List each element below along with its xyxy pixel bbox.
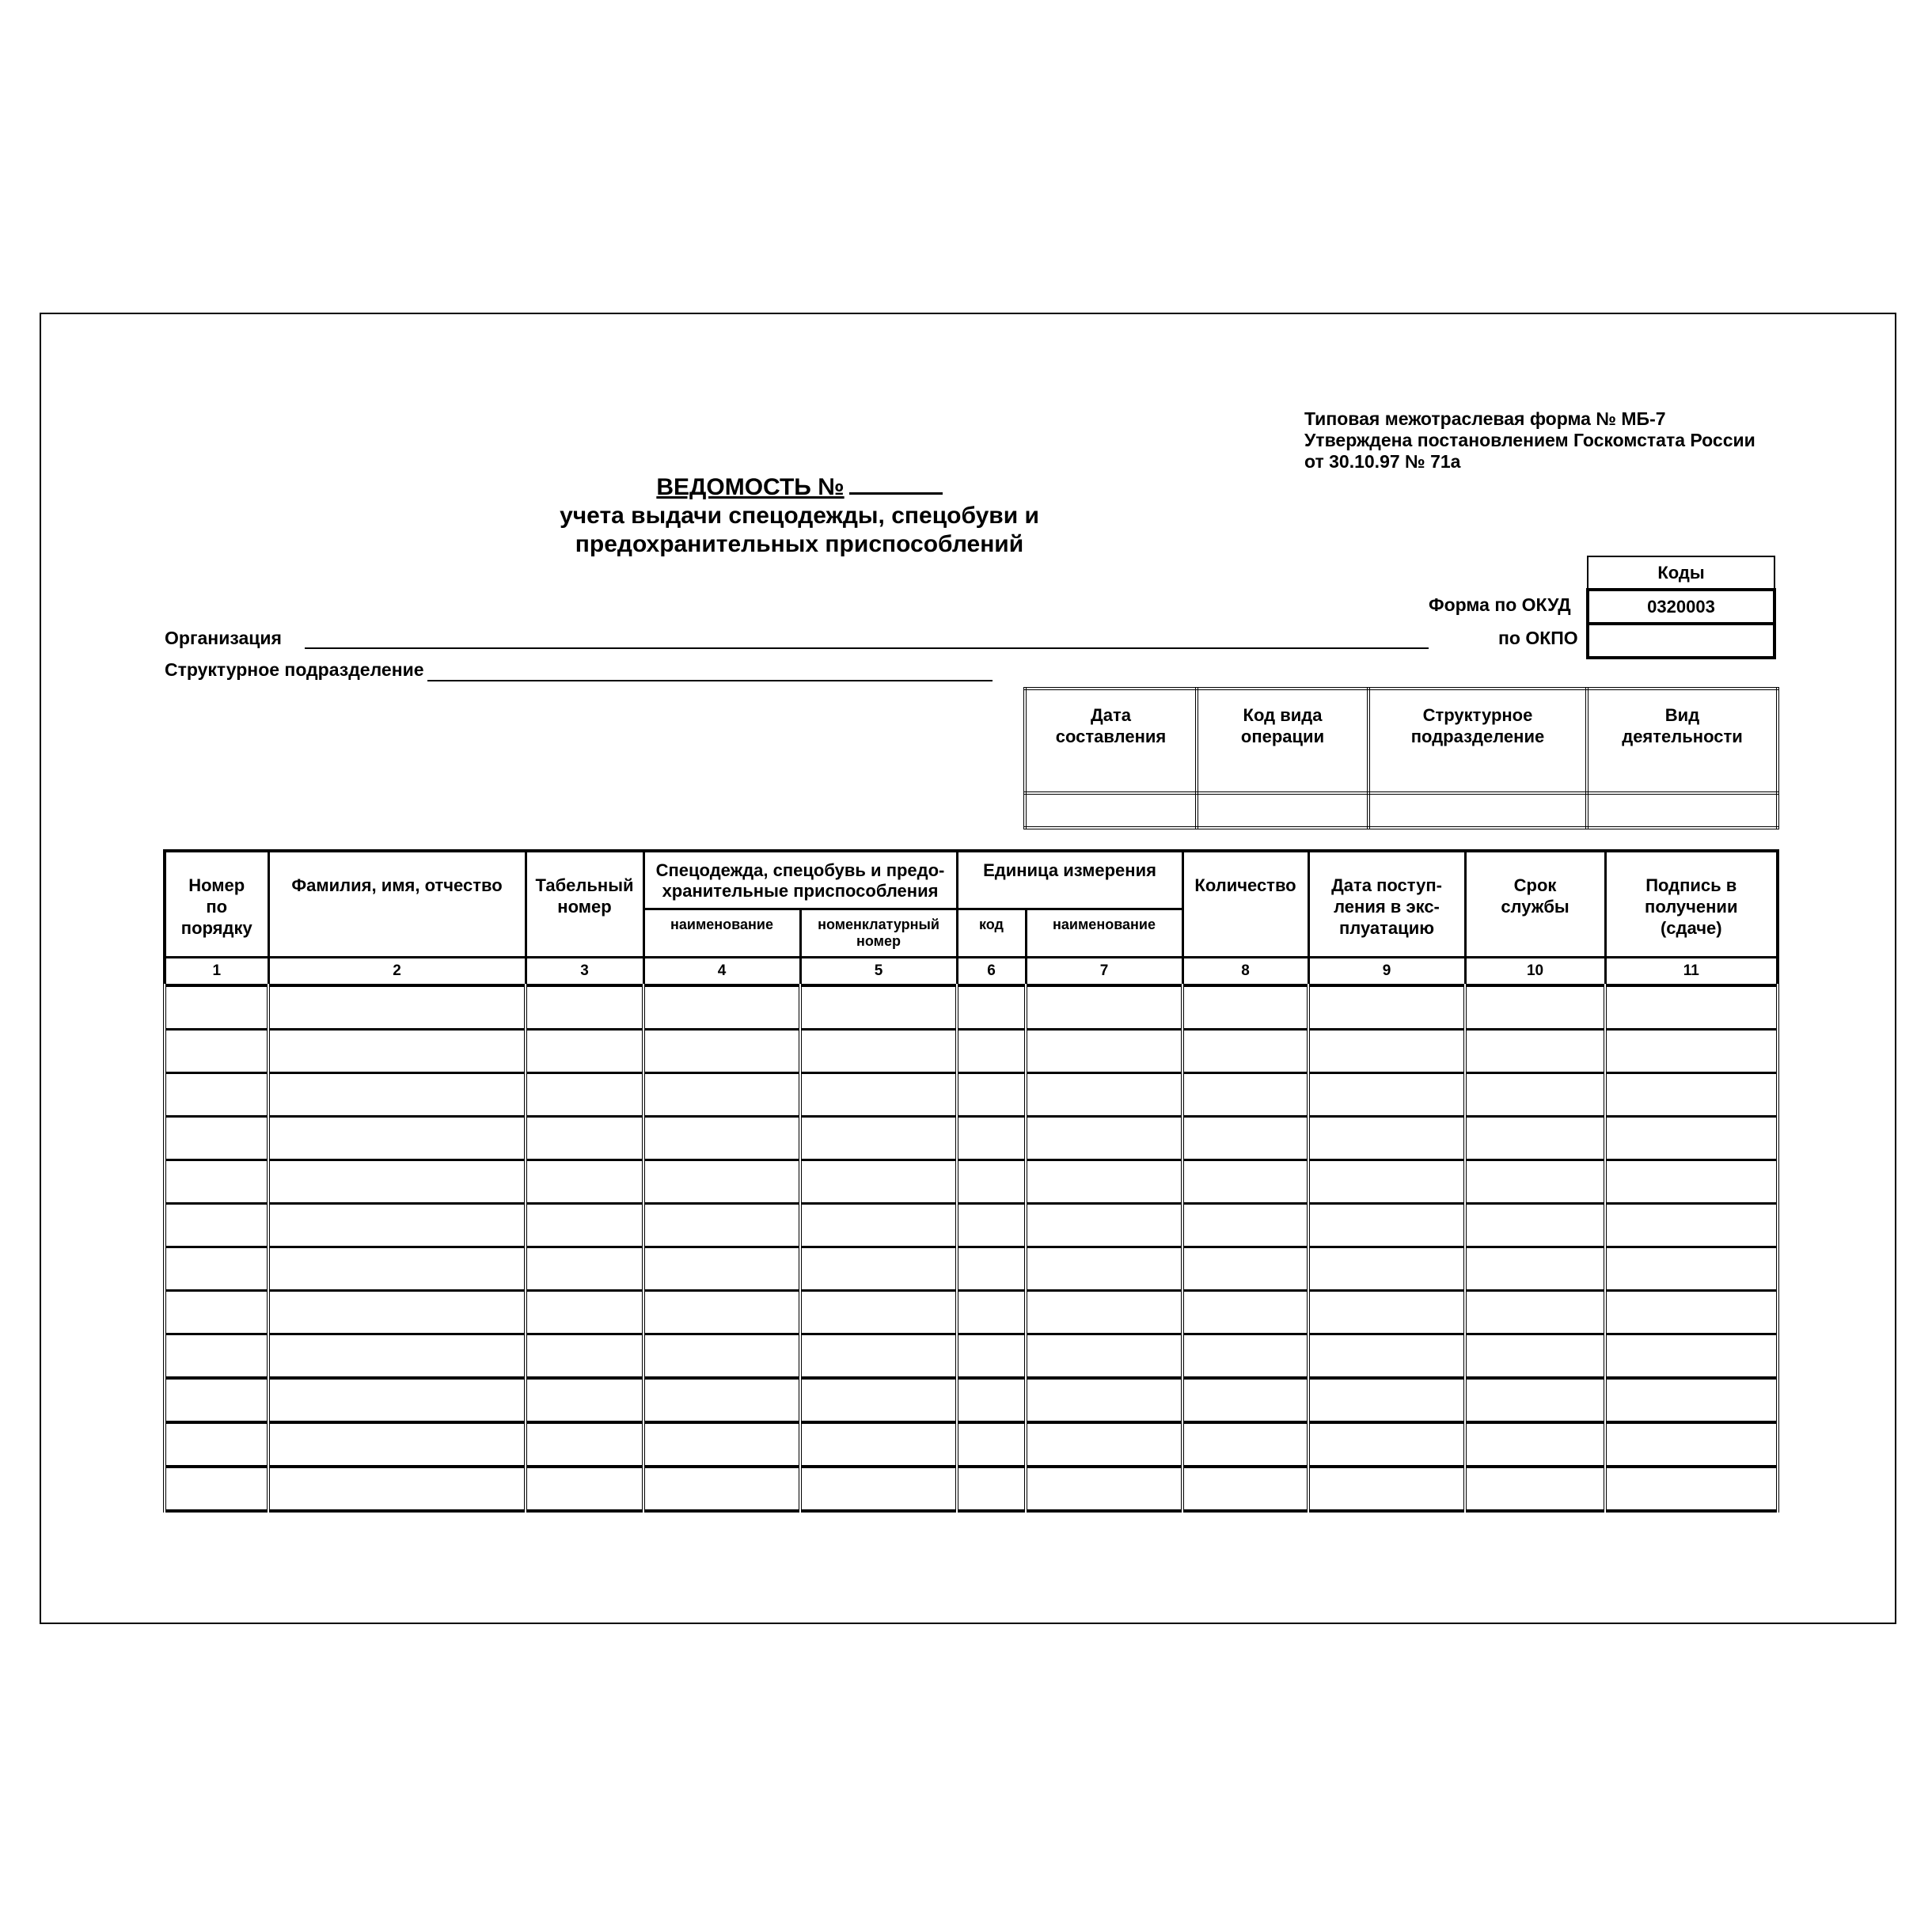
- table-cell[interactable]: [1308, 985, 1465, 1030]
- table-cell[interactable]: [268, 1467, 526, 1511]
- table-cell[interactable]: [1026, 1291, 1182, 1334]
- table-cell[interactable]: [1182, 1467, 1308, 1511]
- table-cell[interactable]: [1182, 1160, 1308, 1204]
- table-cell[interactable]: [268, 1247, 526, 1291]
- table-cell[interactable]: [643, 1467, 800, 1511]
- column-number: 4: [643, 958, 800, 986]
- okud-label: Форма по ОКУД: [1429, 594, 1571, 615]
- table-cell[interactable]: [800, 1204, 957, 1247]
- table-cell[interactable]: [165, 1334, 268, 1379]
- table-cell[interactable]: [1026, 1204, 1182, 1247]
- table-row: [165, 985, 1778, 1030]
- column-number: 3: [526, 958, 643, 986]
- table-cell[interactable]: [643, 1334, 800, 1379]
- table-cell[interactable]: [800, 985, 957, 1030]
- table-cell[interactable]: [1026, 1467, 1182, 1511]
- doc-date-value[interactable]: [1025, 793, 1197, 828]
- table-cell[interactable]: [1026, 1247, 1182, 1291]
- table-cell[interactable]: [1182, 1334, 1308, 1379]
- table-cell[interactable]: [957, 1073, 1026, 1117]
- title-line-3: предохранительных приспособлений: [575, 531, 1024, 557]
- table-cell[interactable]: [957, 1334, 1026, 1379]
- table-cell[interactable]: [526, 1073, 643, 1117]
- table-cell[interactable]: [268, 985, 526, 1030]
- table-cell[interactable]: [643, 1291, 800, 1334]
- table-row: [165, 1291, 1778, 1334]
- table-row: [165, 1073, 1778, 1117]
- table-cell[interactable]: [1026, 1378, 1182, 1422]
- table-cell[interactable]: [165, 1160, 268, 1204]
- table-row: [165, 1117, 1778, 1160]
- operation-code-value[interactable]: [1197, 793, 1368, 828]
- table-cell[interactable]: [526, 1422, 643, 1467]
- table-cell[interactable]: [643, 1204, 800, 1247]
- table-cell[interactable]: [526, 1467, 643, 1511]
- table-cell[interactable]: [1465, 1334, 1605, 1379]
- column-number: 6: [957, 958, 1026, 986]
- structural-unit-header: Структурное подразделение: [1368, 689, 1587, 793]
- okpo-value[interactable]: [1588, 624, 1774, 658]
- table-cell[interactable]: [800, 1247, 957, 1291]
- approval-date-line: от 30.10.97 № 71а: [1304, 451, 1461, 472]
- table-cell[interactable]: [957, 1422, 1026, 1467]
- col-quantity-header: Количество: [1182, 851, 1308, 958]
- okpo-label: по ОКПО: [1498, 628, 1578, 648]
- table-cell[interactable]: [1308, 1291, 1465, 1334]
- table-cell[interactable]: [268, 1073, 526, 1117]
- col-unit-name-header: наименование: [1026, 909, 1182, 958]
- table-cell[interactable]: [1026, 1160, 1182, 1204]
- table-cell[interactable]: [1465, 1030, 1605, 1073]
- table-cell[interactable]: [526, 1117, 643, 1160]
- table-cell[interactable]: [1182, 1378, 1308, 1422]
- table-cell[interactable]: [1026, 985, 1182, 1030]
- table-cell[interactable]: [1308, 1160, 1465, 1204]
- table-cell[interactable]: [1605, 1291, 1778, 1334]
- col-row-number-header: Номер по порядку: [165, 851, 268, 958]
- col-commission-date-header: Дата поступ- ления в экс- плуатацию: [1308, 851, 1465, 958]
- column-number: 7: [1026, 958, 1182, 986]
- table-cell[interactable]: [1465, 1204, 1605, 1247]
- table-cell[interactable]: [643, 1247, 800, 1291]
- organization-field[interactable]: [305, 647, 1429, 649]
- approval-line: Утверждена постановлением Госкомстата России: [1304, 430, 1756, 450]
- table-cell[interactable]: [957, 1378, 1026, 1422]
- table-cell[interactable]: [1308, 1117, 1465, 1160]
- table-cell[interactable]: [1182, 1422, 1308, 1467]
- col-personnel-number-header: Табельный номер: [526, 851, 643, 958]
- table-cell[interactable]: [165, 1247, 268, 1291]
- document-title: [459, 472, 1140, 559]
- table-cell[interactable]: [1182, 1117, 1308, 1160]
- table-cell[interactable]: [1465, 1247, 1605, 1291]
- codes-header: Коды: [1588, 556, 1774, 590]
- activity-type-header: Вид деятельности: [1587, 689, 1778, 793]
- column-number: 1: [165, 958, 268, 986]
- table-cell[interactable]: [957, 1030, 1026, 1073]
- table-cell[interactable]: [1465, 1291, 1605, 1334]
- table-cell[interactable]: [1308, 1378, 1465, 1422]
- group-unit-header: Единица измерения: [957, 851, 1182, 909]
- table-row: [165, 1204, 1778, 1247]
- table-cell[interactable]: [643, 1117, 800, 1160]
- table-cell[interactable]: [526, 1378, 643, 1422]
- table-cell[interactable]: [1026, 1334, 1182, 1379]
- table-cell[interactable]: [1182, 1204, 1308, 1247]
- operation-code-header: Код вида операции: [1197, 689, 1368, 793]
- table-cell[interactable]: [1605, 1467, 1778, 1511]
- table-cell[interactable]: [268, 1030, 526, 1073]
- table-cell[interactable]: [526, 1291, 643, 1334]
- col-signature-header: Подпись в получении (сдаче): [1605, 851, 1778, 958]
- table-cell[interactable]: [1605, 1160, 1778, 1204]
- table-cell[interactable]: [800, 1117, 957, 1160]
- table-cell[interactable]: [165, 985, 268, 1030]
- table-cell[interactable]: [1465, 1160, 1605, 1204]
- table-row: [165, 1334, 1778, 1379]
- table-cell[interactable]: [268, 1334, 526, 1379]
- table-cell[interactable]: [1182, 985, 1308, 1030]
- table-cell[interactable]: [1465, 985, 1605, 1030]
- table-cell[interactable]: [526, 1247, 643, 1291]
- column-number: 2: [268, 958, 526, 986]
- table-body: [165, 985, 1778, 1511]
- table-cell[interactable]: [1182, 1291, 1308, 1334]
- structural-unit-value[interactable]: [1368, 793, 1587, 828]
- table-row: [165, 1030, 1778, 1073]
- table-row: [165, 1422, 1778, 1467]
- document-info-table: [1023, 687, 1779, 829]
- table-cell[interactable]: [1308, 1204, 1465, 1247]
- table-cell[interactable]: [643, 1378, 800, 1422]
- table-cell[interactable]: [1465, 1467, 1605, 1511]
- table-cell[interactable]: [1605, 1073, 1778, 1117]
- table-cell[interactable]: [1308, 1334, 1465, 1379]
- table-cell[interactable]: [1308, 1467, 1465, 1511]
- column-number: 11: [1605, 958, 1778, 986]
- table-cell[interactable]: [165, 1291, 268, 1334]
- col-nomenclature-number-header: номенклатурный номер: [800, 909, 957, 958]
- table-cell[interactable]: [526, 985, 643, 1030]
- col-item-name-header: наименование: [643, 909, 800, 958]
- codes-box: [1586, 556, 1776, 659]
- table-cell[interactable]: [800, 1422, 957, 1467]
- table-cell[interactable]: [800, 1334, 957, 1379]
- table-cell[interactable]: [643, 985, 800, 1030]
- table-cell[interactable]: [268, 1204, 526, 1247]
- organization-label: Организация: [165, 628, 282, 648]
- doc-date-header: Дата составления: [1025, 689, 1197, 793]
- table-cell[interactable]: [643, 1160, 800, 1204]
- table-cell[interactable]: [165, 1030, 268, 1073]
- table-cell[interactable]: [526, 1160, 643, 1204]
- table-cell[interactable]: [165, 1204, 268, 1247]
- column-number: 5: [800, 958, 957, 986]
- form-approval-info: [1304, 408, 1756, 473]
- table-cell[interactable]: [1308, 1247, 1465, 1291]
- table-cell[interactable]: [957, 1247, 1026, 1291]
- table-cell[interactable]: [165, 1073, 268, 1117]
- table-cell[interactable]: [1308, 1030, 1465, 1073]
- table-cell[interactable]: [1308, 1073, 1465, 1117]
- table-cell[interactable]: [165, 1117, 268, 1160]
- table-cell[interactable]: [1182, 1247, 1308, 1291]
- table-cell[interactable]: [165, 1378, 268, 1422]
- col-unit-code-header: код: [957, 909, 1026, 958]
- table-cell[interactable]: [268, 1117, 526, 1160]
- table-cell[interactable]: [1026, 1422, 1182, 1467]
- table-cell[interactable]: [800, 1073, 957, 1117]
- table-cell[interactable]: [1605, 1247, 1778, 1291]
- table-cell[interactable]: [1026, 1073, 1182, 1117]
- table-cell[interactable]: [1605, 1378, 1778, 1422]
- table-cell[interactable]: [526, 1030, 643, 1073]
- table-cell[interactable]: [268, 1291, 526, 1334]
- table-cell[interactable]: [957, 1204, 1026, 1247]
- subdivision-label: Структурное подразделение: [165, 659, 424, 680]
- table-cell[interactable]: [1605, 985, 1778, 1030]
- activity-type-value[interactable]: [1587, 793, 1778, 828]
- subdivision-field[interactable]: [427, 680, 993, 681]
- table-cell[interactable]: [800, 1291, 957, 1334]
- table-cell[interactable]: [1026, 1117, 1182, 1160]
- okud-value[interactable]: 0320003: [1588, 590, 1774, 624]
- table-cell[interactable]: [1465, 1117, 1605, 1160]
- group-protective-items-header: Спецодежда, спецобувь и предо- хранительные приспособления: [643, 851, 957, 909]
- table-cell[interactable]: [957, 1160, 1026, 1204]
- table-cell[interactable]: [643, 1073, 800, 1117]
- column-numbers-row: [165, 958, 1778, 986]
- table-row: [165, 1378, 1778, 1422]
- table-cell[interactable]: [268, 1422, 526, 1467]
- column-number: 8: [1182, 958, 1308, 986]
- table-cell[interactable]: [1465, 1073, 1605, 1117]
- title-line-2: учета выдачи спецодежды, спецобуви и: [560, 503, 1039, 529]
- issue-register-table: [163, 849, 1779, 1513]
- table-cell[interactable]: [268, 1378, 526, 1422]
- table-cell[interactable]: [1465, 1378, 1605, 1422]
- table-cell[interactable]: [165, 1422, 268, 1467]
- table-cell[interactable]: [957, 1117, 1026, 1160]
- column-number: 9: [1308, 958, 1465, 986]
- table-cell[interactable]: [957, 985, 1026, 1030]
- table-cell[interactable]: [800, 1378, 957, 1422]
- table-cell[interactable]: [1605, 1030, 1778, 1073]
- table-cell[interactable]: [643, 1422, 800, 1467]
- table-row: [165, 1247, 1778, 1291]
- col-service-life-header: Срок службы: [1465, 851, 1605, 958]
- table-cell[interactable]: [1605, 1334, 1778, 1379]
- table-cell[interactable]: [1465, 1422, 1605, 1467]
- column-number: 10: [1465, 958, 1605, 986]
- table-cell[interactable]: [957, 1291, 1026, 1334]
- col-full-name-header: Фамилия, имя, отчество: [268, 851, 526, 958]
- table-cell[interactable]: [1026, 1030, 1182, 1073]
- table-cell[interactable]: [1182, 1073, 1308, 1117]
- table-cell[interactable]: [1605, 1422, 1778, 1467]
- table-cell[interactable]: [526, 1204, 643, 1247]
- document-number-field[interactable]: [849, 472, 943, 495]
- table-cell[interactable]: [268, 1160, 526, 1204]
- table-cell[interactable]: [800, 1467, 957, 1511]
- table-cell[interactable]: [800, 1030, 957, 1073]
- form-type-line: Типовая межотраслевая форма № МБ-7: [1304, 408, 1666, 429]
- table-cell[interactable]: [1308, 1422, 1465, 1467]
- table-cell[interactable]: [1182, 1030, 1308, 1073]
- title-main: ВЕДОМОСТЬ №: [656, 474, 845, 500]
- table-row: [165, 1160, 1778, 1204]
- table-cell[interactable]: [800, 1160, 957, 1204]
- table-cell[interactable]: [957, 1467, 1026, 1511]
- table-cell[interactable]: [526, 1334, 643, 1379]
- table-cell[interactable]: [643, 1030, 800, 1073]
- table-row: [165, 1467, 1778, 1511]
- table-cell[interactable]: [1605, 1204, 1778, 1247]
- table-cell[interactable]: [1605, 1117, 1778, 1160]
- table-cell[interactable]: [165, 1467, 268, 1511]
